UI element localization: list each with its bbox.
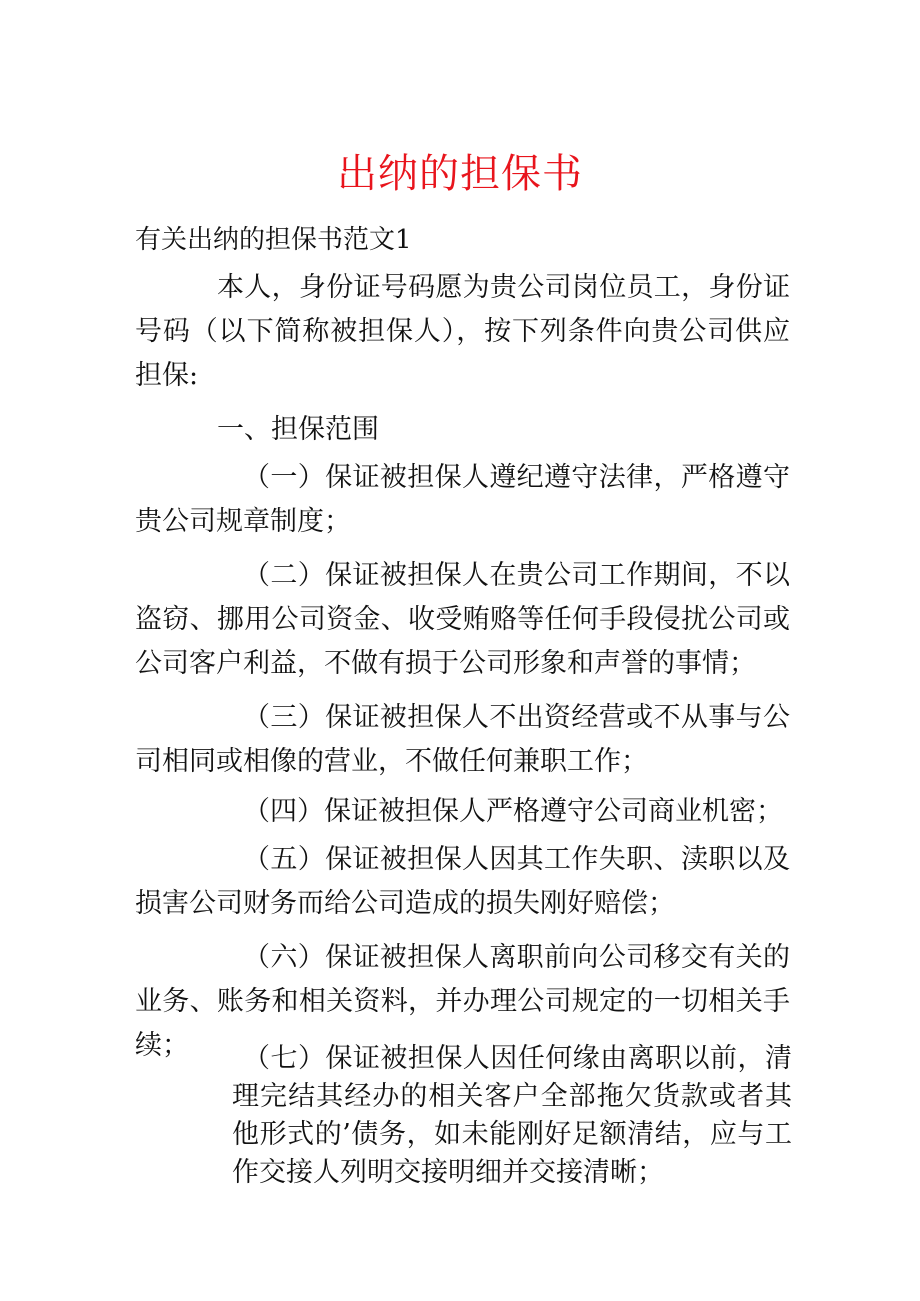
clause-7: （七）保证被担保人因任何缘由离职以前，清理完结其经办的相关客户全部拖欠货款或者其他形式的’债务，如未能刚好足额清结，应与工作交接人列明交接明细并交接清晰； [232, 1043, 792, 1188]
clause-4: （四）保证被担保人严格遵守公司商业机密； [243, 796, 783, 827]
clause-3: （三）保证被担保人不出资经营或不从事与公司相同或相像的营业，不做任何兼职工作； [135, 702, 790, 777]
clause-2: （二）保证被担保人在贵公司工作期间，不以盗窃、挪用公司资金、收受贿赂等任何手段侵扰公司或公司客户利益，不做有损于公司形象和声誉的事情； [135, 560, 790, 679]
clause-6: （六）保证被担保人离职前向公司移交有关的业务、账务和相关资料，并办理公司规定的一切相关手续； [135, 942, 790, 1061]
intro-paragraph: 本人，身份证号码愿为贵公司岗位员工，身份证号码（以下简称被担保人），按下列条件向贵公司供应担保: [135, 272, 790, 391]
document-title: 出纳的担保书 [337, 151, 583, 197]
section-heading: 一、担保范围 [217, 414, 379, 445]
document-subtitle: 有关出纳的担保书范文1 [135, 225, 412, 255]
clause-5: （五）保证被担保人因其工作失职、渎职以及损害公司财务而给公司造成的损失刚好赔偿； [135, 844, 790, 919]
clause-1: （一）保证被担保人遵纪遵守法律，严格遵守贵公司规章制度； [135, 462, 790, 537]
